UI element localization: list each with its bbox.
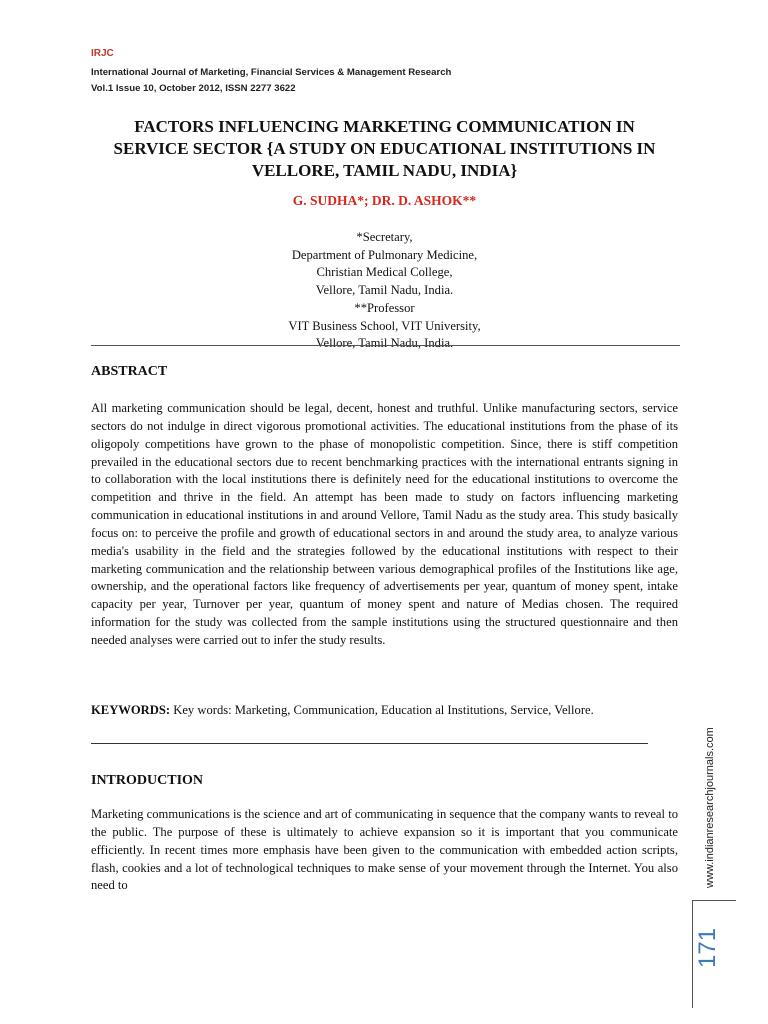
page-number: 171 <box>694 927 721 968</box>
affiliation-line: **Professor <box>354 300 415 315</box>
paper-authors: G. SUDHA*; DR. D. ASHOK** <box>292 193 477 208</box>
journal-header <box>91 48 451 97</box>
page-number-rule <box>692 900 693 1008</box>
affiliation-line: Vellore, Tamil Nadu, India. <box>315 336 454 351</box>
author-affiliations <box>91 229 678 353</box>
introduction-text: Marketing communications is the science and art of communicating in sequence that the company wants to reveal to the public. The purpose of these is ultimately to achieve expansion so it is important that you communicate efficiently. In recent times more emphasis have been given to the communication with embedded action scripts, flash, cookies and a lot of technological techniques to make sense of your movement through the Internet. You also need to <box>91 807 678 893</box>
abstract-text: All marketing communication should be legal, decent, honest and truthful. Unlike manufacturing sectors, service sectors do not indulge in direct vigorous promotional activities. The educational institutions from the phase of its oligopoly competitions have grown to the phase of monopolistic competition. Since, there is stiff competition prevailed in the educational sectors due to recent benchmarking practices with the international entrants signing in to collaboration with the local institutions there is definitely need for the educational institutions to overcome the competition and thrive in the field. An attempt has been made to study on factors influencing marketing communication in educational institutions in and around Vellore, Tamil Nadu as the study area. This study basically focus on: to perceive the profile and growth of educational sectors in and around the study area, to analyze various media's usability in the field and the strategies followed by the educational institutions with respect to their marketing communication and the relationship between various demographical profiles of the Institutions like age, ownership, and the operational factors like frequency of advertisements per year, quantum of money spent, intake capacity per year, Turnover per year, quantum of money spent and nature of Medias chosen. The required information for the study was collected from the sample institutions using the structured questionnaire and then needed analyses were carried out to infer the study results. <box>91 401 678 647</box>
journal-name: International Journal of Marketing, Financial Services & Management Research <box>91 67 452 78</box>
affiliation-line: Christian Medical College, <box>316 265 453 280</box>
journal-url[interactable]: www.indianresearchjournals.com <box>704 727 716 888</box>
affiliation-line: Vellore, Tamil Nadu, India. <box>315 283 454 298</box>
introduction-heading: INTRODUCTION <box>91 773 204 788</box>
journal-issue: Vol.1 Issue 10, October 2012, ISSN 2277 3622 <box>91 83 296 94</box>
paper-title <box>91 116 678 182</box>
abstract-heading: ABSTRACT <box>91 364 168 379</box>
page-number-divider <box>692 900 736 901</box>
title-line: FACTORS INFLUENCING MARKETING COMMUNICATION IN <box>134 117 635 136</box>
affiliation-line: Department of Pulmonary Medicine, <box>291 247 478 262</box>
affiliation-line: VIT Business School, VIT University, <box>288 318 481 333</box>
title-line: VELLORE, TAMIL NADU, INDIA} <box>251 161 518 180</box>
affiliation-line: *Secretary, <box>356 230 413 244</box>
keywords-divider <box>91 743 648 744</box>
title-line: SERVICE SECTOR {A STUDY ON EDUCATIONAL INSTITUTIONS IN <box>113 139 656 158</box>
keywords-text: Key words: Marketing, Communication, Education al Institutions, Service, Vellore. <box>170 703 594 717</box>
keywords <box>91 702 678 720</box>
header-divider <box>91 345 680 346</box>
keywords-label: KEYWORDS: <box>91 703 171 717</box>
journal-abbr: IRJC <box>91 48 114 59</box>
